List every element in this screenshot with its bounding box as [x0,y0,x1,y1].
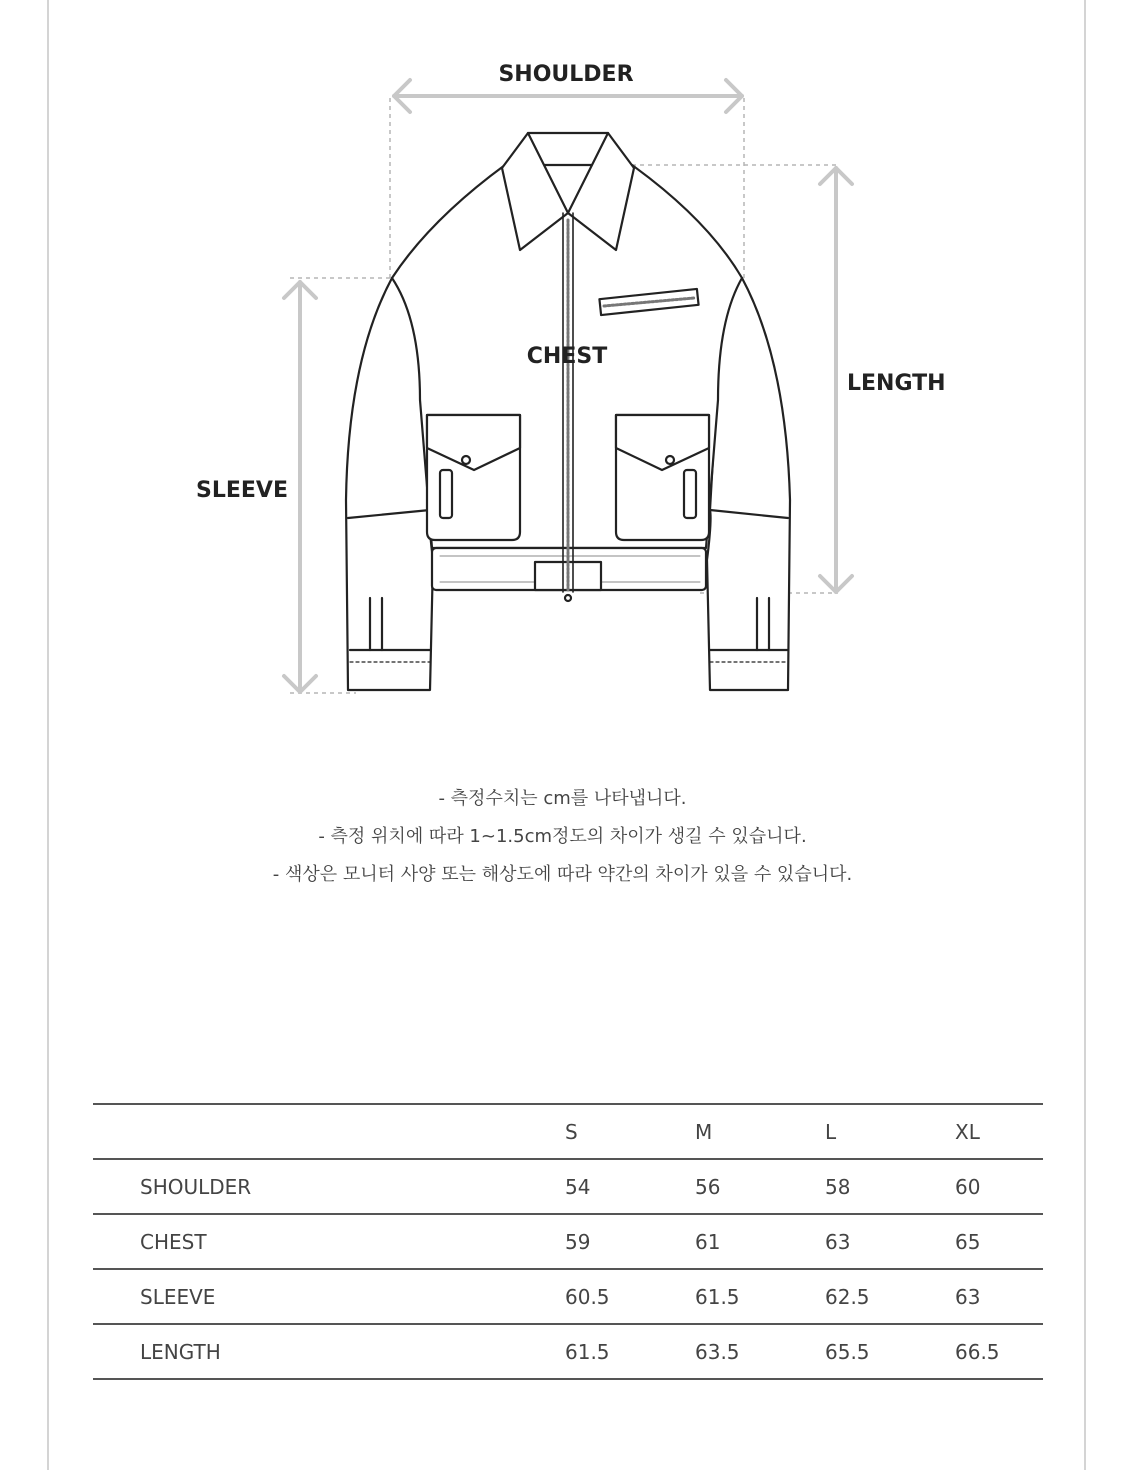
header-cell: S [565,1119,578,1144]
table-cell: 65 [955,1229,981,1254]
header-cell: XL [955,1119,980,1144]
row-label: CHEST [140,1229,207,1254]
header-cell: L [825,1119,837,1144]
note-line: - 측정 위치에 따라 1~1.5cm정도의 차이가 생길 수 있습니다. [318,826,807,847]
table-cell: 63 [955,1284,981,1309]
table-row [93,1324,1043,1379]
table-cell: 60 [955,1174,981,1199]
row-label: SHOULDER [140,1174,252,1199]
jacket-measurement-diagram [0,0,1125,720]
header-cell [93,1104,565,1159]
table-cell: 61.5 [695,1284,740,1309]
header-cell: M [695,1119,713,1144]
table-cell: 62.5 [825,1284,870,1309]
table-cell: 63.5 [695,1339,740,1364]
chest-label: CHEST [526,344,608,369]
table-row [93,1159,1043,1214]
right-flap-pocket [616,415,709,540]
shoulder-label: SHOULDER [498,62,634,87]
table-cell: 56 [695,1174,721,1199]
table-cell: 63 [825,1229,851,1254]
note-line: - 색상은 모니터 사양 또는 해상도에 따라 약간의 차이가 있을 수 있습니다. [272,864,853,885]
table-row [93,1269,1043,1324]
table-cell: 54 [565,1174,591,1199]
table-row [93,1214,1043,1269]
table-cell: 65.5 [825,1339,870,1364]
jacket-illustration [346,133,790,690]
table-cell: 66.5 [955,1339,1000,1364]
table-cell: 61 [695,1229,721,1254]
row-label: LENGTH [140,1339,221,1364]
note-line: - 측정수치는 cm를 나타냅니다. [438,788,687,809]
measurement-notes [0,780,1125,894]
left-flap-pocket [427,415,520,540]
sleeve-arrow [284,282,316,692]
table-cell: 61.5 [565,1339,610,1364]
table-cell: 60.5 [565,1284,610,1309]
table-header-row [93,1104,1043,1159]
length-label: LENGTH [847,371,946,396]
row-label: SLEEVE [140,1284,216,1309]
sleeve-label: SLEEVE [196,478,288,503]
table-cell: 58 [825,1174,851,1199]
size-chart-table [93,1103,1043,1380]
table-cell: 59 [565,1229,591,1254]
